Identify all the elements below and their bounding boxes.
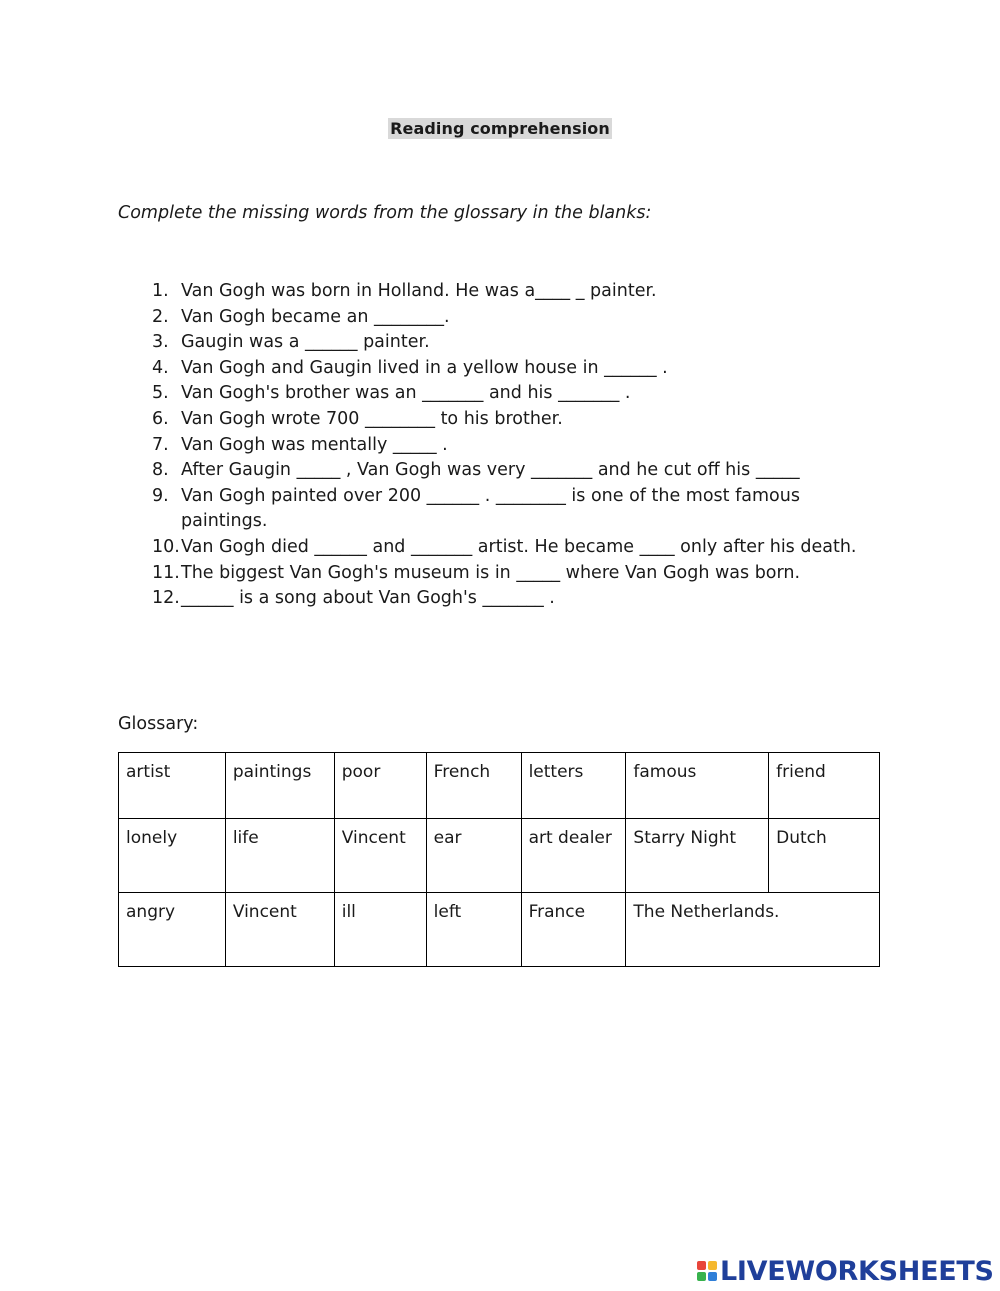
question-number: 6. [152,408,169,429]
instruction-text: Complete the missing words from the glossary in the blanks: [118,203,652,223]
glossary-cell: artist [119,753,226,819]
question-text: Van Gogh died ______ and _______ artist. He became ____ only after his death. [181,536,857,557]
glossary-cell: lonely [119,819,226,893]
glossary-cell: letters [521,753,626,819]
question-item [152,381,877,407]
question-item [152,433,877,459]
question-text: Van Gogh's brother was an _______ and his _______ . [181,383,631,404]
glossary-cell: poor [334,753,426,819]
liveworksheets-logo-text: LIVEWORKSHEETS [720,1255,994,1287]
question-text: Van Gogh painted over 200 ______ . ________ is one of the most famous paintings. [181,485,800,532]
question-item [152,305,877,331]
glossary-cell: Dutch [769,819,880,893]
glossary-row [119,819,880,893]
question-item [152,279,877,305]
question-number: 12. [152,588,180,609]
question-text: Van Gogh wrote 700 ________ to his brother. [181,408,563,429]
question-text: Gaugin was a ______ painter. [181,332,430,353]
question-item [152,356,877,382]
question-number: 1. [152,281,169,301]
glossary-cell: ear [426,819,521,893]
glossary-label: Glossary: [118,714,199,734]
question-number: 10. [152,536,180,557]
question-text: Van Gogh was born in Holland. He was a____ _ painter. [181,281,657,301]
question-list [152,279,877,612]
liveworksheets-logo-icon [697,1261,717,1281]
logo-square-blue [708,1272,717,1281]
worksheet-title-wrap [0,118,1000,139]
glossary-cell: ill [334,893,426,967]
glossary-cell: art dealer [521,819,626,893]
glossary-row [119,753,880,819]
glossary-cell: The Netherlands. [626,893,880,967]
logo-square-red [697,1261,706,1270]
question-number: 8. [152,460,169,481]
question-number: 11. [152,562,180,583]
question-text: Van Gogh and Gaugin lived in a yellow house in ______ . [181,357,668,378]
logo-square-yellow [708,1261,717,1270]
glossary-cell: left [426,893,521,967]
glossary-cell: life [225,819,334,893]
glossary-cell: France [521,893,626,967]
question-number: 2. [152,306,169,327]
question-text: Van Gogh became an ________. [181,306,450,327]
glossary-cell: friend [769,753,880,819]
logo-square-green [697,1272,706,1281]
question-text: ______ is a song about Van Gogh's _______ . [181,588,555,609]
glossary-table [118,752,880,967]
glossary-cell: Starry Night [626,819,769,893]
question-text: Van Gogh was mentally _____ . [181,434,448,455]
question-item [152,586,877,612]
question-number: 7. [152,434,169,455]
question-item [152,484,877,535]
glossary-cell: Vincent [334,819,426,893]
glossary-cell: famous [626,753,769,819]
question-number: 5. [152,383,169,404]
question-number: 9. [152,485,169,506]
question-number: 3. [152,332,169,353]
question-text: The biggest Van Gogh's museum is in _____ where Van Gogh was born. [181,562,801,583]
question-item [152,407,877,433]
glossary-row [119,893,880,967]
question-text: After Gaugin _____ , Van Gogh was very _______ and he cut off his _____ [181,460,800,481]
question-item [152,458,877,484]
glossary-cell: French [426,753,521,819]
question-item [152,535,877,561]
worksheet-title: Reading comprehension [390,119,610,138]
glossary-cell: Vincent [225,893,334,967]
glossary-cell: paintings [225,753,334,819]
question-item [152,561,877,587]
glossary-cell: angry [119,893,226,967]
question-item [152,330,877,356]
liveworksheets-logo [697,1256,994,1286]
question-number: 4. [152,357,169,378]
